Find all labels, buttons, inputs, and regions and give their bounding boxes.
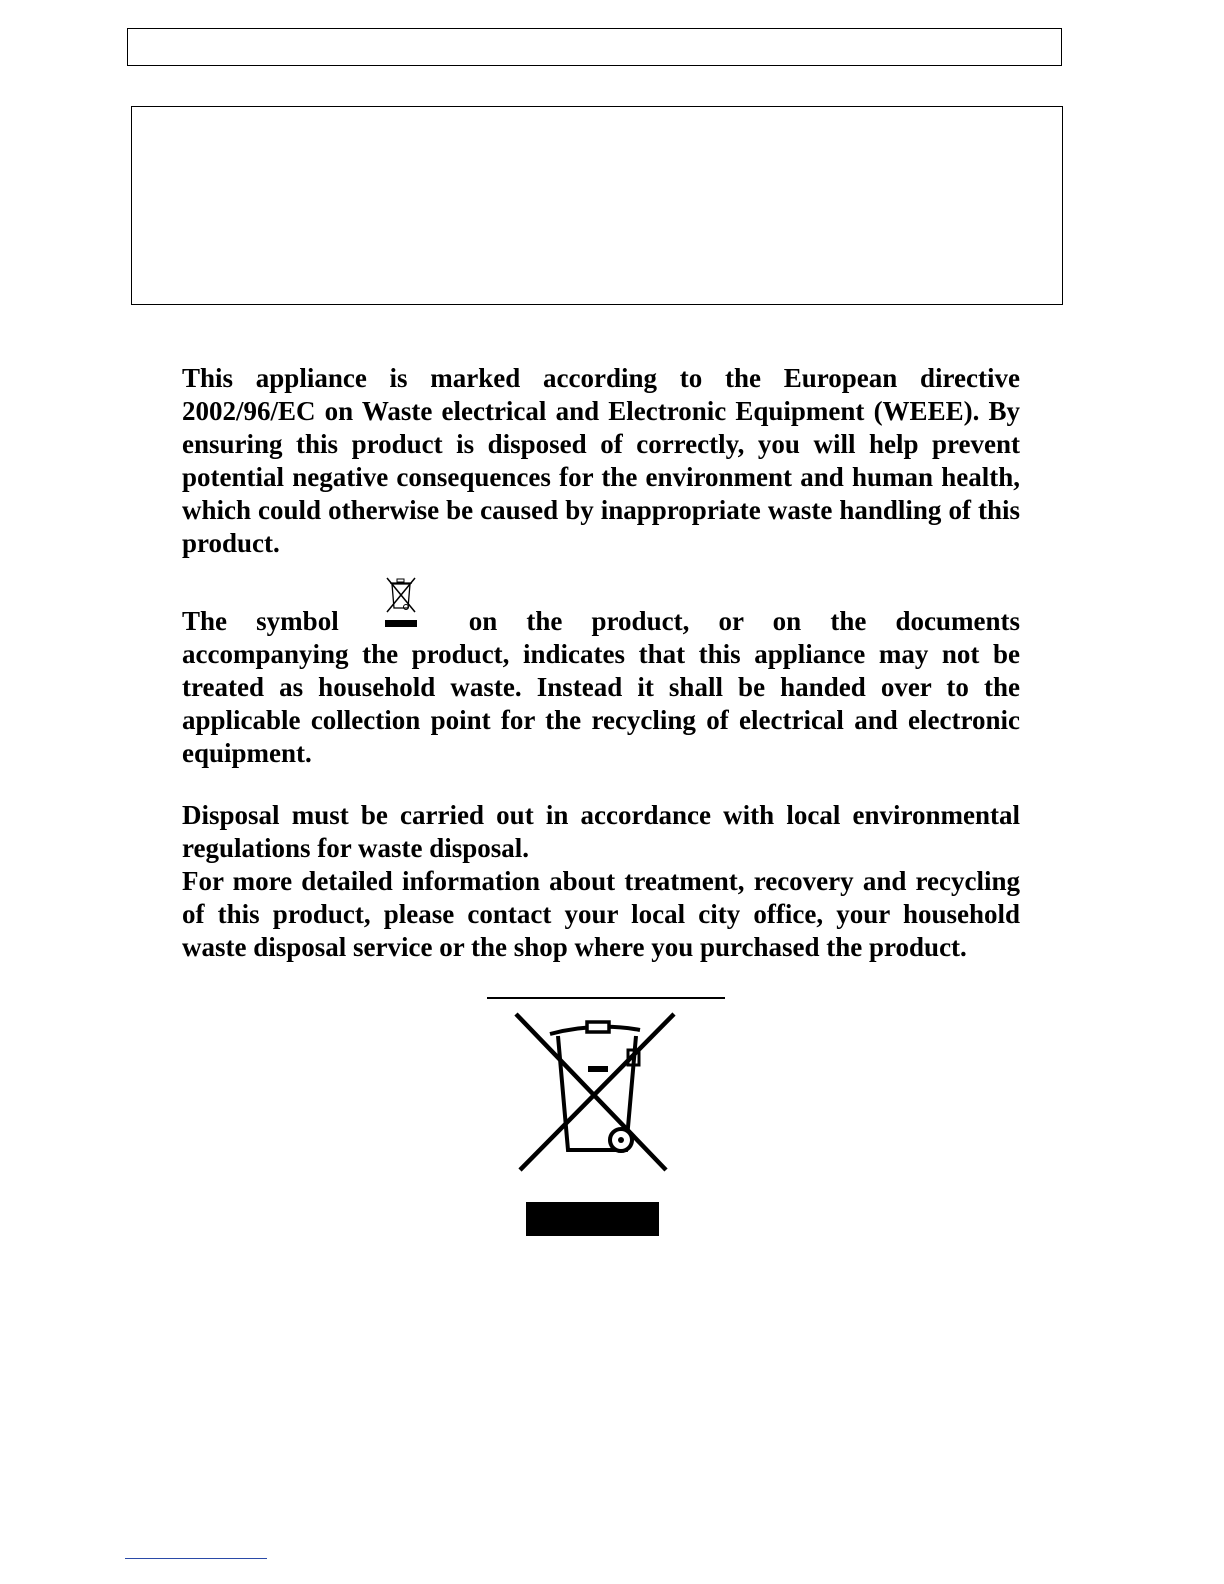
header-box bbox=[127, 28, 1062, 66]
contact-paragraph: For more detailed information about treatment, recovery and recycling of this product, please contact your local city office, your household waste disposal service or the shop where you purchased the product. bbox=[182, 866, 1020, 962]
disposal-paragraph: Disposal must be carried out in accordance with local environmental regulations for waste disposal. bbox=[182, 800, 1020, 863]
symbol-paragraph-rest: on the product, or on the documents accompanying the product, indicates that this appliance may not be treated as household waste. Instead it shall be handed over to the applicable collection point for the recycling of electrical and electronic equipment. bbox=[182, 606, 1020, 768]
wheelie-bin-crossed-large-icon bbox=[510, 1008, 680, 1243]
footer-rule bbox=[125, 1558, 267, 1559]
weee-directive-paragraph: This appliance is marked according to the European directive 2002/96/EC on Waste electrical and Electronic Equipment (WEEE). By ensuring this product is disposed of correctly, you will help prevent potential negative consequences for the environment and human health, which could otherwise be caused by inappropriate waste handling of this product. bbox=[182, 363, 1020, 558]
disposal-section bbox=[182, 799, 1020, 964]
symbol-paragraph-lead: The symbol bbox=[182, 606, 339, 636]
inline-weee-symbol bbox=[339, 604, 469, 630]
wheelie-bin-crossed-small-icon bbox=[383, 574, 419, 630]
info-box bbox=[131, 106, 1063, 305]
symbol-paragraph bbox=[182, 604, 1020, 770]
underline-rule bbox=[487, 997, 725, 999]
